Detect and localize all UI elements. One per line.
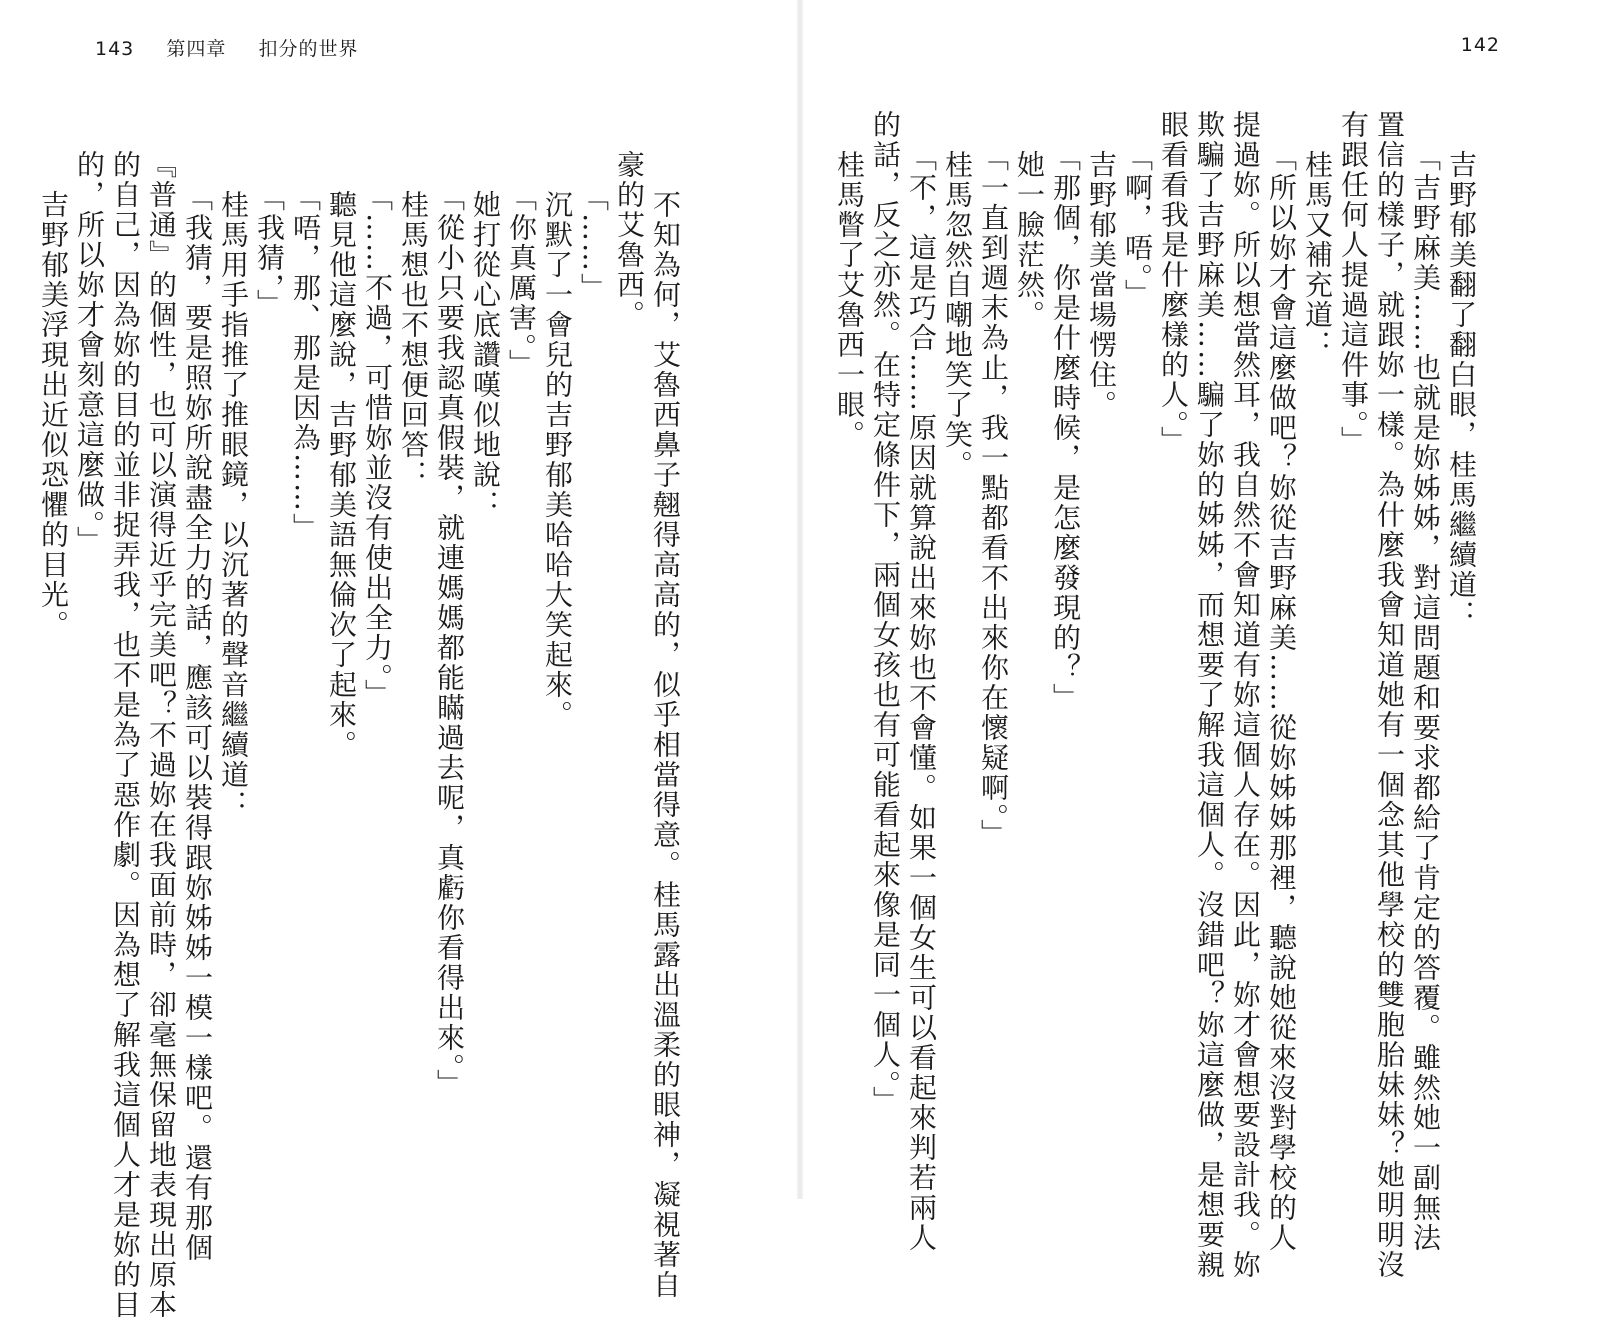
- text-line: 「我猜，」: [253, 183, 286, 319]
- text-line: 桂馬瞥了艾魯西一眼。: [833, 150, 866, 450]
- text-line: 「啊，唔。」: [1121, 143, 1154, 309]
- text-line: 『普通』的個性，也可以演得近乎完美吧？不過妳在我面前時，卻毫無保留地表現出原本: [145, 150, 178, 1320]
- text-line: 「那個，你是什麼時候，是怎麼發現的？」: [1049, 143, 1082, 713]
- text-line: 的，所以妳才會刻意這麼做。」: [73, 150, 106, 556]
- text-line: 有跟任何人提過這件事。」: [1337, 110, 1370, 456]
- right-page-number: 142: [1460, 34, 1500, 56]
- text-line: 吉野郁美當場愣住。: [1085, 150, 1118, 420]
- text-line: 「從小只要我認真假裝，就連媽媽都能瞞過去呢，真虧你看得出來。」: [433, 183, 466, 1099]
- text-line: 的話，反之亦然。在特定條件下，兩個女孩也有可能看起來像是同一個人。」: [869, 110, 902, 1116]
- chapter-title: 扣分的世界: [258, 38, 359, 60]
- text-line: 「……不過，可惜妳並沒有使出全力。」: [361, 183, 394, 709]
- text-line: 不知為何，艾魯西鼻子翹得高高的，似乎相當得意。桂馬露出溫柔的眼神，凝視著自: [649, 190, 682, 1300]
- text-line: 「……」: [577, 183, 610, 303]
- text-line: 「你真厲害。」: [505, 183, 538, 379]
- text-line: 「唔，那、那是因為……」: [289, 183, 322, 543]
- text-line: 眼看看我是什麼樣的人。」: [1157, 110, 1190, 456]
- left-page-number: 143: [95, 38, 135, 60]
- left-page-header: [95, 34, 358, 61]
- text-line: 桂馬忽然自嘲地笑了笑。: [941, 150, 974, 480]
- text-line: 「一直到週末為止，我一點都看不出來你在懷疑啊。」: [977, 143, 1010, 849]
- text-line: 聽見他這麼說，吉野郁美語無倫次了起來。: [325, 190, 358, 760]
- text-line: 她一臉茫然。: [1013, 150, 1046, 330]
- text-line: 豪的艾魯西。: [613, 150, 646, 330]
- text-line: 桂馬想也不想便回答：: [397, 190, 430, 490]
- text-line: 桂馬用手指推了推眼鏡，以沉著的聲音繼續道：: [217, 190, 250, 820]
- text-line: 吉野郁美翻了翻白眼，桂馬繼續道：: [1445, 150, 1478, 630]
- text-line: 欺騙了吉野麻美……騙了妳的姊姊，而想要了解我這個人。沒錯吧？妳這麼做，是想要親: [1193, 110, 1226, 1280]
- text-line: 「我猜，要是照妳所說盡全力的話，應該可以裝得跟妳姊姊一模一樣吧。還有那個: [181, 183, 214, 1263]
- text-line: 吉野郁美浮現出近似恐懼的目光。: [37, 190, 70, 640]
- text-line: 「不，這是巧合……原因就算說出來妳也不會懂。如果一個女生可以看起來判若兩人: [905, 143, 938, 1253]
- right-page: [800, 0, 1600, 1280]
- text-line: 她打從心底讚嘆似地說：: [469, 190, 502, 520]
- text-line: 沉默了一會兒的吉野郁美哈哈大笑起來。: [541, 190, 574, 730]
- text-line: 置信的樣子，就跟妳一樣。為什麼我會知道她有一個念其他學校的雙胞胎妹妹？她明明沒: [1373, 110, 1406, 1280]
- text-line: 提過妳。所以想當然耳，我自然不會知道有妳這個人存在。因此，妳才會想要設計我。妳: [1229, 110, 1262, 1280]
- text-line: 「吉野麻美……也就是妳姊姊，對這問題和要求都給了肯定的答覆。雖然她一副無法: [1409, 143, 1442, 1253]
- text-line: 「所以妳才會這麼做吧？妳從吉野麻美……從妳姊姊那裡，聽說她從來沒對學校的人: [1265, 143, 1298, 1253]
- text-line: 桂馬又補充道：: [1301, 150, 1334, 360]
- text-line: 的自己，因為妳的目的並非捉弄我，也不是為了惡作劇。因為想了解我這個人才是妳的目: [109, 150, 142, 1320]
- chapter-label: 第四章: [166, 38, 227, 60]
